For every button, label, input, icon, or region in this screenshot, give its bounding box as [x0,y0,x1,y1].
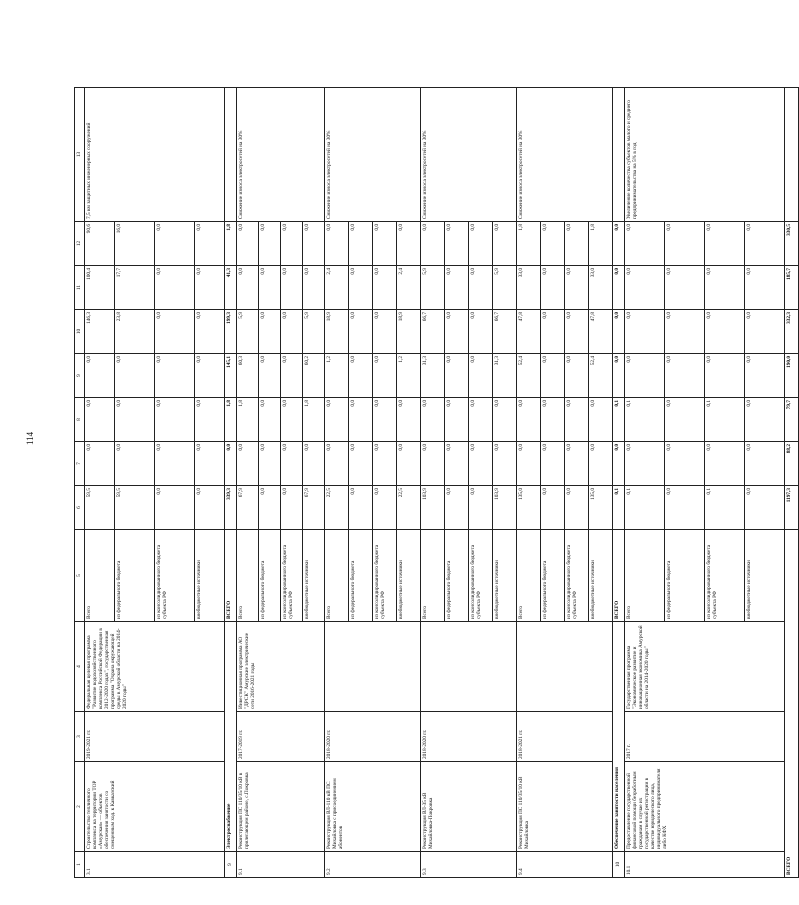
funding-source: из консолидированного бюджета субъекта РФ [565,530,589,622]
value-cell: 0,0 [445,310,469,354]
value-cell: 0,0 [281,486,303,530]
value-cell: 0,0 [517,398,541,442]
value-cell: 0,0 [325,222,349,266]
section-total-value: 1,8 [225,398,237,442]
value-cell: 0,0 [85,442,115,486]
project-period: 2017 г. [625,712,785,762]
value-cell: 0,0 [565,442,589,486]
value-cell: 23,8 [115,310,155,354]
header-cell: 4 [75,622,85,712]
table-row [325,88,349,878]
value-cell: 33,0 [589,266,613,310]
header-cell: 13 [75,88,85,222]
header-cell: 3 [75,712,85,762]
value-cell: 0,1 [705,398,745,442]
funding-source: из федерального бюджета [115,530,155,622]
value-cell: 0,0 [745,486,785,530]
value-cell: 0,0 [281,222,303,266]
section-total-value: 199,3 [225,310,237,354]
value-cell: 16,0 [115,222,155,266]
funding-source: внебюджетные источники [589,530,613,622]
grand-total-value: 88,2 [785,442,799,486]
value-cell: 1,2 [325,354,349,398]
section-note-empty [225,88,237,222]
value-cell: 0,0 [745,266,785,310]
row-number: 9.2 [325,852,421,878]
row-number: 10.1 [625,852,785,878]
value-cell: 0,0 [155,354,195,398]
value-cell: 60,2 [303,354,325,398]
value-cell: 59,5 [85,486,115,530]
funding-program: Государственная программа "Экономическое развитие и инновационная экономика Амурской области на 2014-2020 годы" [625,622,785,712]
value-cell: 0,0 [195,398,225,442]
value-cell: 0,0 [469,486,493,530]
value-cell: 0,0 [259,266,281,310]
funding-source: Всего [625,530,665,622]
section-total-value: 0,0 [613,310,625,354]
value-cell: 0,0 [85,354,115,398]
project-name: Реконструкция ПС 110/35/10 кВ в прилегающем районе, с.Покровка [237,762,325,852]
funding-source: внебюджетные источники [195,530,225,622]
value-cell: 59,5 [115,486,155,530]
value-cell: 0,0 [705,442,745,486]
value-cell: 0,0 [541,266,565,310]
funding-source: из консолидированного бюджета субъекта РФ [469,530,493,622]
value-cell: 0,0 [589,442,613,486]
funding-source: из федерального бюджета [665,530,705,622]
section-total-value: 339,3 [225,486,237,530]
value-cell: 103,9 [493,486,517,530]
value-cell: 0,0 [155,266,195,310]
value-cell: 0,0 [349,310,373,354]
expected-result: Снижение износа электросетей на 30% [517,88,613,222]
grand-total-label: ВСЕГО [785,530,799,878]
value-cell: 0,0 [349,266,373,310]
value-cell: 0,0 [541,398,565,442]
value-cell: 0,0 [349,354,373,398]
header-cell: 8 [75,398,85,442]
value-cell: 0,0 [303,442,325,486]
table-row [625,88,665,878]
funding-program-empty [421,622,517,712]
value-cell: 90,6 [85,222,115,266]
value-cell: 0,0 [259,442,281,486]
value-cell: 0,0 [565,398,589,442]
project-name: Реконструкция ВЛ-35 кВ Михайловка-Покровка [421,762,517,852]
value-cell: 2,4 [325,266,349,310]
value-cell: 0,0 [349,222,373,266]
header-cell: 1 [75,852,85,878]
value-cell: 0,0 [281,442,303,486]
project-period: 2018-2020 гг. [421,712,517,762]
value-cell: 0,0 [195,266,225,310]
header-cell: 7 [75,442,85,486]
value-cell: 0,0 [493,442,517,486]
value-cell: 0,0 [541,486,565,530]
value-cell: 18,9 [325,310,349,354]
header-row [75,88,85,878]
value-cell: 0,0 [565,222,589,266]
value-cell: 0,0 [745,310,785,354]
value-cell: 0,0 [665,354,705,398]
row-number: 3.1 [85,852,225,878]
value-cell: 0,0 [745,398,785,442]
value-cell: 22,5 [397,486,421,530]
funding-source: внебюджетные источники [493,530,517,622]
value-cell: 0,0 [281,310,303,354]
value-cell: 100,4 [85,266,115,310]
value-cell: 1,8 [237,398,259,442]
section-row [613,88,625,878]
value-cell: 0,0 [155,486,195,530]
table-row [85,88,115,878]
project-period: 2018-2020 гг. [325,712,421,762]
value-cell: 0,0 [745,442,785,486]
value-cell: 135,0 [589,486,613,530]
section-total-value: 0,1 [613,486,625,530]
value-cell: 0,0 [745,354,785,398]
value-cell: 0,0 [303,222,325,266]
funding-source: Всего [237,530,259,622]
value-cell: 5,9 [493,266,517,310]
value-cell: 0,0 [237,442,259,486]
value-cell: 0,0 [469,398,493,442]
value-cell: 31,3 [421,354,445,398]
project-name: Реконструкция ВЛ-110 кВ ПС Михайловка с присоединением абонентов [325,762,421,852]
header-cell: 10 [75,310,85,354]
value-cell: 0,0 [281,398,303,442]
value-cell: 0,0 [237,266,259,310]
funding-program: Инвестиционная программа АО "ДРСК" Амурские электрические сети 2016-2021 годы [237,622,325,712]
funding-source: из федерального бюджета [259,530,281,622]
section-note-empty [613,88,625,222]
funding-source: из консолидированного бюджета субъекта РФ [705,530,745,622]
value-cell: 146,3 [85,310,115,354]
section-total-value: 41,3 [225,266,237,310]
value-cell: 0,0 [445,354,469,398]
value-cell: 0,0 [373,222,397,266]
value-cell: 0,0 [493,222,517,266]
value-cell: 0,0 [373,354,397,398]
value-cell: 103,9 [421,486,445,530]
grand-total-value: 330,5 [785,222,799,266]
value-cell: 0,0 [397,442,421,486]
value-cell: 0,0 [421,442,445,486]
header-cell: 5 [75,530,85,622]
funding-source: из консолидированного бюджета субъекта РФ [155,530,195,622]
value-cell: 0,0 [155,310,195,354]
table-body [75,88,799,878]
value-cell: 17,7 [115,266,155,310]
value-cell: 135,0 [517,486,541,530]
section-total-value: 0,0 [613,354,625,398]
value-cell: 0,0 [373,398,397,442]
value-cell: 0,0 [469,222,493,266]
value-cell: 0,0 [373,486,397,530]
value-cell: 0,0 [259,222,281,266]
value-cell: 5,9 [303,310,325,354]
value-cell: 0,0 [397,222,421,266]
value-cell: 0,0 [469,310,493,354]
value-cell: 0,0 [115,442,155,486]
value-cell: 0,0 [565,486,589,530]
value-cell: 33,0 [517,266,541,310]
project-name: Предоставление государственной финансовой помощи безработным гражданам в случае их государственной регистрации в качестве юридического лица, индивидуального предпринимателя либо КФХ [625,762,785,852]
page-number: 114 [25,431,35,445]
section-row [225,88,237,878]
grand-total-value: 332,3 [785,310,799,354]
value-cell: 67,9 [303,486,325,530]
value-cell: 0,0 [259,310,281,354]
expected-result: 7,5 км защитных инженерных сооружений [85,88,225,222]
project-period: 2019-2021 гг. [85,712,225,762]
funding-source: из консолидированного бюджета субъекта РФ [373,530,397,622]
value-cell: 0,0 [349,398,373,442]
value-cell: 0,0 [259,398,281,442]
value-cell: 5,9 [421,266,445,310]
value-cell: 0,0 [625,310,665,354]
value-cell: 0,0 [565,354,589,398]
value-cell: 1,8 [589,222,613,266]
funding-source: из федерального бюджета [445,530,469,622]
expected-result: Снижение износа электросетей на 30% [237,88,325,222]
value-cell: 0,0 [469,266,493,310]
value-cell: 0,0 [445,222,469,266]
value-cell: 0,0 [541,310,565,354]
value-cell: 0,0 [195,442,225,486]
value-cell: 0,0 [625,354,665,398]
funding-source: внебюджетные источники [745,530,785,622]
value-cell: 0,0 [195,354,225,398]
funding-source: из консолидированного бюджета субъекта РФ [281,530,303,622]
section-total-value: 0,0 [613,266,625,310]
table-row [237,88,259,878]
value-cell: 0,0 [469,442,493,486]
value-cell: 1,2 [397,354,421,398]
expected-result: Увеличение количества субъектов малого и среднего предпринимательства на 5% в год [625,88,785,222]
value-cell: 0,0 [155,398,195,442]
section-total-value: 0,0 [613,222,625,266]
funding-program-empty [517,622,613,712]
row-number: 9.3 [421,852,517,878]
funding-source: внебюджетные источники [303,530,325,622]
value-cell: 2,4 [397,266,421,310]
funding-source: Всего [517,530,541,622]
value-cell: 0,0 [115,398,155,442]
section-total-label: ВСЕГО [225,530,237,622]
value-cell: 5,9 [237,310,259,354]
program-table [74,87,799,878]
value-cell: 0,0 [421,398,445,442]
value-cell: 0,0 [565,310,589,354]
value-cell: 0,1 [705,486,745,530]
header-cell: 12 [75,222,85,266]
section-total-value: 0,1 [613,398,625,442]
value-cell: 0,0 [665,266,705,310]
section-total-value: 1,8 [225,222,237,266]
header-cell: 6 [75,486,85,530]
value-cell: 1,8 [517,222,541,266]
value-cell: 66,7 [493,310,517,354]
grand-total-value: 190,0 [785,354,799,398]
value-cell: 0,0 [445,486,469,530]
value-cell: 0,0 [373,442,397,486]
value-cell: 0,0 [349,486,373,530]
header-cell: 11 [75,266,85,310]
value-cell: 0,0 [259,486,281,530]
funding-source: внебюджетные источники [397,530,421,622]
value-cell: 0,0 [195,310,225,354]
value-cell: 66,7 [421,310,445,354]
value-cell: 0,0 [625,266,665,310]
grand-total-value: 185,7 [785,266,799,310]
section-title: Обеспечение занятости населения [613,622,625,852]
value-cell: 0,0 [705,222,745,266]
value-cell: 0,0 [421,222,445,266]
value-cell: 0,0 [445,266,469,310]
value-cell: 0,0 [445,398,469,442]
funding-program-empty [325,622,421,712]
row-number: 9.4 [517,852,613,878]
project-name: Строительство тепличного комплекса на территории ТОР «Амурская» — объектов обеспечения занятости со смещенным ход. к Кавказский [85,762,225,852]
value-cell: 0,0 [541,354,565,398]
value-cell: 0,0 [745,222,785,266]
value-cell: 0,0 [373,266,397,310]
expected-result: Снижение износа электросетей на 30% [421,88,517,222]
value-cell: 0,0 [281,354,303,398]
value-cell: 18,9 [397,310,421,354]
header-cell: 2 [75,762,85,852]
value-cell: 60,3 [237,354,259,398]
value-cell: 22,5 [325,486,349,530]
value-cell: 31,3 [493,354,517,398]
value-cell: 0,0 [115,354,155,398]
value-cell: 0,0 [325,442,349,486]
section-title: Электроснабжение [225,622,237,852]
expected-result: Снижение износа электросетей на 30% [325,88,421,222]
row-number: 9.1 [237,852,325,878]
value-cell: 0,0 [517,442,541,486]
funding-source: из федерального бюджета [349,530,373,622]
value-cell: 0,0 [493,398,517,442]
value-cell: 0,0 [705,266,745,310]
value-cell: 0,0 [397,398,421,442]
section-total-value: 0,0 [613,442,625,486]
section-total-value: 145,1 [225,354,237,398]
value-cell: 0,0 [195,486,225,530]
value-cell: 52,4 [517,354,541,398]
grand-total-value: 79,7 [785,398,799,442]
section-number: 10 [613,852,625,878]
table-row [517,88,541,878]
value-cell: 52,4 [589,354,613,398]
value-cell: 0,0 [665,310,705,354]
funding-source: Всего [85,530,115,622]
value-cell: 0,0 [665,486,705,530]
value-cell: 0,0 [705,354,745,398]
value-cell: 1,8 [303,398,325,442]
value-cell: 0,0 [445,442,469,486]
value-cell: 0,0 [155,222,195,266]
value-cell: 0,0 [195,222,225,266]
value-cell: 0,0 [325,398,349,442]
value-cell: 0,0 [349,442,373,486]
value-cell: 0,0 [665,222,705,266]
value-cell: 0,0 [541,222,565,266]
value-cell: 0,0 [303,266,325,310]
value-cell: 0,0 [259,354,281,398]
value-cell: 0,0 [155,442,195,486]
value-cell: 0,0 [625,222,665,266]
section-total-label: ВСЕГО [613,530,625,622]
value-cell: 47,8 [517,310,541,354]
value-cell: 0,0 [281,266,303,310]
section-total-value: 0,0 [225,442,237,486]
table-row [421,88,445,878]
value-cell: 0,0 [625,442,665,486]
project-name: Реконструкция ПС 110/35/10 кВ Михайловка [517,762,613,852]
grand-total-value: 1197,3 [785,486,799,530]
grand-total-row [785,88,799,878]
value-cell: 0,0 [565,266,589,310]
value-cell: 0,1 [625,486,665,530]
value-cell: 67,9 [237,486,259,530]
value-cell: 0,0 [237,222,259,266]
value-cell: 0,0 [541,442,565,486]
funding-source: Всего [325,530,349,622]
value-cell: 0,0 [373,310,397,354]
funding-source: Всего [421,530,445,622]
funding-program: Федеральная целевая программа "Развитие водохозяйственного комплекса Российской Федерации в 2012-2020 годах", государственная программа "Охрана окружающей среды в Амурской области на 2014-2020 годы" [85,622,225,712]
header-cell: 9 [75,354,85,398]
funding-source: из федерального бюджета [541,530,565,622]
value-cell: 0,0 [665,398,705,442]
value-cell: 0,1 [625,398,665,442]
section-number: 9 [225,852,237,878]
project-period: 2017-2019 гг. [237,712,325,762]
value-cell: 0,0 [665,442,705,486]
rotated-table-container [74,88,792,878]
value-cell: 0,0 [469,354,493,398]
value-cell: 0,0 [589,398,613,442]
value-cell: 0,0 [85,398,115,442]
value-cell: 47,8 [589,310,613,354]
grand-total-note-empty [785,88,799,222]
project-period: 2018-2021 гг. [517,712,613,762]
value-cell: 0,0 [705,310,745,354]
